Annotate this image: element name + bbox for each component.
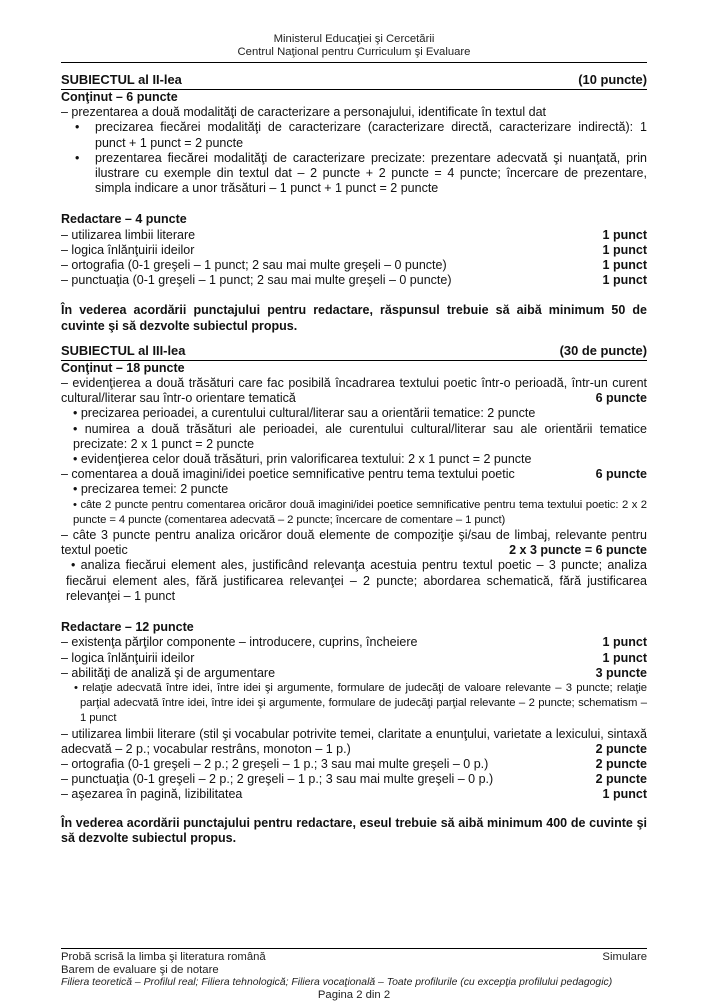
subject2-redactare-heading: Redactare – 4 puncte <box>61 212 187 227</box>
subject3-note: În vederea acordării punctajului pentru redactare, eseul trebuie să aibă minimum 400 de cuvinte şi să dezvolte subiectul propus. <box>61 815 647 845</box>
exam-name: Probă scrisă la limba şi literatura română <box>61 951 266 963</box>
criterion-points: 1 punct <box>602 650 647 665</box>
criterion-text: – existenţa părţilor componente – introducere, cuprins, încheiere <box>61 635 418 650</box>
criterion-points: 1 punct <box>602 787 647 802</box>
ministry-header <box>61 33 647 59</box>
criterion-text: – ortografia (0-1 greşeli – 1 punct; 2 sau mai multe greşeli – 0 puncte) <box>61 258 447 273</box>
criterion-row <box>61 273 647 288</box>
subject2-note: În vederea acordării punctajului pentru redactare, răspunsul trebuie să aibă minimum 50 de cuvinte şi să dezvolte subiectul propus. <box>61 303 647 333</box>
criterion-text: – abilităţi de analiză şi de argumentare <box>61 665 276 680</box>
subject3-item-2 <box>61 467 647 482</box>
subject2-total-points: (10 puncte) <box>578 72 647 87</box>
subject2-bullet-2: • prezentarea fiecărei modalităţi de caracterizare precizate: prezentare adecvată şi nuanţată, prin ilustrare cu exemple din textul dat – 2 puncte + 2 puncte = 4 puncte; încercare de prezentare, simpla indicare a unor trăsături – 1 punct + 1 punct = 2 puncte <box>61 151 647 197</box>
criterion-points: 1 punct <box>602 227 647 242</box>
item-text: – evidenţierea a două trăsături care fac posibilă încadrarea textului poetic într-o perioadă, într-un curent cultural/literar sau într-o orientare tematică <box>61 376 647 406</box>
subject3-title: SUBIECTUL al III-lea <box>61 342 186 358</box>
page-number: Pagina 2 din 2 <box>317 989 391 1001</box>
header-divider <box>61 62 647 63</box>
criterion-row <box>61 666 647 681</box>
item-points: 6 puncte <box>595 467 647 482</box>
subject3-item2-bullet-2: • câte 2 puncte pentru comentarea oricăror două imagini/idei poetice semnificative pentru tema textului poetic: 2 x 2 puncte = 4 puncte (comentarea adecvată – 2 puncte; încercare de comentare – 1 punct) <box>61 498 647 528</box>
subject3-item1-bullet-1: • precizarea perioadei, a curentului cultural/literar sau a orientării tematice: 2 puncte <box>61 406 647 421</box>
criterion-points: 1 punct <box>602 273 647 288</box>
session-label: Simulare <box>602 951 647 963</box>
criterion-points: 3 puncte <box>595 665 647 680</box>
criterion-points: 1 punct <box>602 242 647 257</box>
subject3-total-points: (30 de puncte) <box>559 342 647 358</box>
criterion-row <box>61 651 647 666</box>
criterion-text: – punctuaţia (0-1 greşeli – 1 punct; 2 sau mai multe greşeli – 0 puncte) <box>61 273 452 288</box>
subject3-item1-bullet-2: • numirea a două trăsături ale perioadei, ale curentului cultural/literar sau ale orientării tematice precizate: 2 x 1 punct = 2 puncte <box>61 422 647 452</box>
criterion-text: – logica înlănţuirii ideilor <box>61 242 195 257</box>
subject3-item1-bullet-3: • evidenţierea celor două trăsături, prin valorificarea textului: 2 x 1 punct = 2 puncte <box>61 452 647 467</box>
subject2-intro: – prezentarea a două modalităţi de caracterizare a personajului, identificate în textul dat <box>61 105 547 120</box>
criterion-text: – utilizarea limbii literare (stil şi vocabular potrivite temei, claritate a enunţului, varietate a lexicului, sintaxă adecvată – 2 p.; vocabular restrâns, monoton – 1 p.) <box>61 726 647 756</box>
subject3-redactare-heading: Redactare – 12 puncte <box>61 620 194 635</box>
criterion-points: 1 punct <box>602 635 647 650</box>
criterion-points: 2 puncte <box>595 772 647 787</box>
criterion-row <box>61 772 647 787</box>
criterion-row <box>61 243 647 258</box>
criterion-points: 2 puncte <box>595 756 647 771</box>
subject2-title: SUBIECTUL al II-lea <box>61 72 182 87</box>
item-text: – câte 3 puncte pentru analiza oricăror două elemente de compoziţie şi/sau de limbaj, relevante pentru textul poetic <box>61 528 647 558</box>
center-name: Centrul Naţional pentru Curriculum şi Evaluare <box>237 46 471 58</box>
doc-type: Barem de evaluare şi de notare <box>61 964 219 976</box>
criterion-text: – utilizarea limbii literare <box>61 227 196 242</box>
criterion-points: 1 punct <box>602 258 647 273</box>
subject3-content-heading: Conţinut – 18 puncte <box>61 360 185 375</box>
item-text: – comentarea a două imagini/idei poetice semnificative pentru tema textului poetic <box>61 467 515 482</box>
subject3-item3-bullet: • analiza fiecărui element ales, justificând relevanţa acestuia pentru textul poetic – 3 puncte; analiza fiecărui element ales, fără justificarea relevanţei – 2 puncte; abordarea schematică, fără justificarea relevanţei – 1 punct <box>61 558 647 604</box>
ministry-name: Ministerul Educaţiei şi Cercetării <box>273 33 435 45</box>
criterion-text: – punctuaţia (0-1 greşeli – 2 p.; 2 greşeli – 1 p.; 3 sau mai multe greşeli – 0 p.) <box>61 772 494 787</box>
criterion-text: – aşezarea în pagină, lizibilitatea <box>61 787 243 802</box>
filiera-line: Filiera teoretică – Profilul real; Filiera tehnologică; Filiera vocaţională – Toate profilurile (cu excepţia profilului pedagogic) <box>61 977 613 988</box>
criterion-points: 2 puncte <box>595 741 647 756</box>
subject3-item-3 <box>61 528 647 558</box>
page-footer <box>61 948 647 1002</box>
subject2-content-heading: Conţinut – 6 puncte <box>61 90 178 104</box>
criterion-row <box>61 635 647 650</box>
criterion-text: – logica înlănţuirii ideilor <box>61 650 195 665</box>
subject3-header <box>61 343 647 361</box>
footer-exam-row <box>61 951 647 964</box>
item-points: 6 puncte <box>595 391 647 406</box>
subject3-item-1 <box>61 376 647 406</box>
subject2-bullet-1: • precizarea fiecărei modalităţi de caracterizare (caracterizare directă, caracterizare indirectă): 1 punct + 1 punct = 2 puncte <box>61 120 647 150</box>
item-points: 2 x 3 puncte = 6 puncte <box>509 543 647 558</box>
subject2-header <box>61 72 647 90</box>
criterion-row <box>61 258 647 273</box>
footer-divider <box>61 948 647 949</box>
criterion-row <box>61 228 647 243</box>
criterion-text: – ortografia (0-1 greşeli – 2 p.; 2 greşeli – 1 p.; 3 sau mai multe greşeli – 0 p.) <box>61 756 489 771</box>
subject3-item2-bullet-1: • precizarea temei: 2 puncte <box>61 482 647 497</box>
criterion-row <box>61 757 647 772</box>
criterion-row <box>61 787 647 802</box>
criterion-row <box>61 727 647 757</box>
subject3-redactare-bullet: • relaţie adecvată între idei, între idei şi argumente, formulare de judecăţi de valoare relevante – 3 puncte; relaţie parţial adecvată între idei, între idei şi argumente, formulare de judecăţi parţial relevante – 2 puncte; schematism – 1 punct <box>61 681 647 727</box>
